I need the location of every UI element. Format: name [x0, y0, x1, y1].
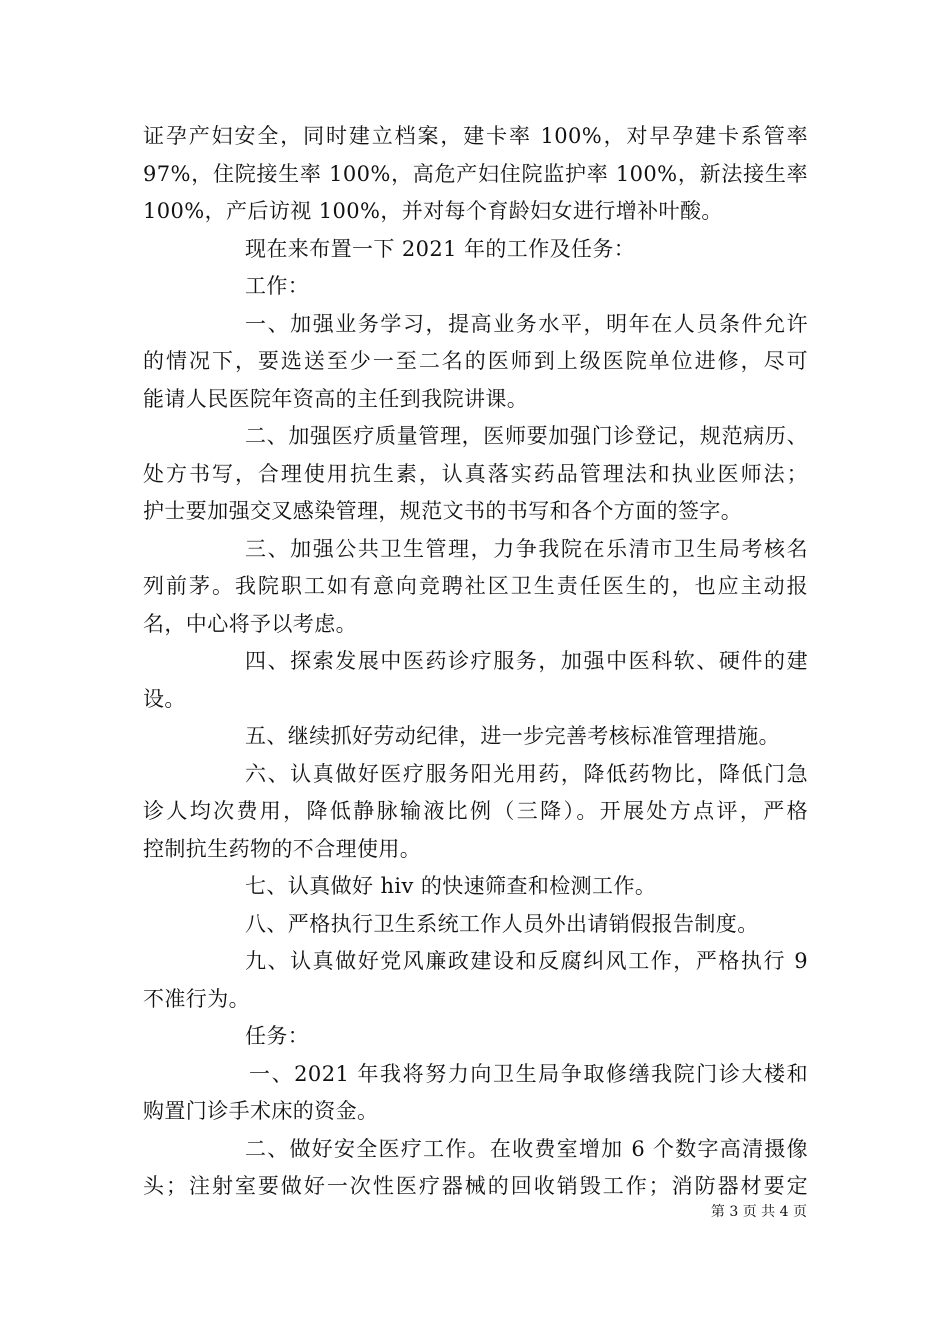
text-line: 六、认真做好医疗服务阳光用药，降低药物比，降低门急 — [245, 761, 808, 786]
text-line: 一、加强业务学习，提高业务水平，明年在人员条件允许 — [245, 311, 808, 336]
text-line: 诊人均次费用，降低静脉输液比例（三降）。开展处方点评，严格 — [143, 799, 808, 823]
text-line: 100%，产后访视 100%，并对每个育龄妇女进行增补叶酸。 — [143, 199, 723, 223]
text-line: 一、2021 年我将努力向卫生局争取修缮我院门诊大楼和 — [249, 1061, 808, 1086]
text-line: 设。 — [143, 686, 186, 711]
text-line: 头；注射室要做好一次性医疗器械的回收销毁工作；消防器材要定 — [143, 1174, 808, 1198]
text-line: 控制抗生药物的不合理使用。 — [143, 836, 422, 861]
text-line: 的情况下，要选送至少一至二名的医师到上级医院单位进修，尽可 — [143, 349, 808, 373]
text-line: 97%，住院接生率 100%，高危产妇住院监护率 100%，新法接生率 — [143, 161, 808, 186]
text-line: 能请人民医院年资高的主任到我院讲课。 — [143, 386, 529, 411]
text-line: 任务： — [245, 1024, 310, 1048]
text-line: 工作： — [245, 274, 310, 298]
text-line: 处方书写，合理使用抗生素，认真落实药品管理法和执业医师法； — [143, 461, 808, 486]
text-line: 二、加强医疗质量管理，医师要加强门诊登记，规范病历、 — [245, 424, 808, 448]
text-line: 四、探索发展中医药诊疗服务，加强中医科软、硬件的建 — [245, 649, 808, 673]
text-line: 九、认真做好党风廉政建设和反腐纠风工作，严格执行 9 — [245, 949, 808, 973]
text-line: 名，中心将予以考虑。 — [143, 611, 357, 636]
text-line: 列前茅。我院职工如有意向竞聘社区卫生责任医生的，也应主动报 — [143, 574, 808, 598]
text-line: 证孕产妇安全，同时建立档案，建卡率 100%，对早孕建卡系管率 — [143, 124, 808, 148]
text-line: 现在来布置一下 2021 年的工作及任务： — [245, 236, 636, 261]
text-line: 七、认真做好 hiv 的快速筛查和检测工作。 — [245, 874, 657, 898]
text-line: 购置门诊手术床的资金。 — [143, 1099, 379, 1123]
text-line: 不准行为。 — [143, 986, 250, 1011]
document-body — [143, 118, 808, 1206]
text-line: 二、做好安全医疗工作。在收费室增加 6 个数字高清摄像 — [245, 1136, 808, 1161]
text-line: 八、严格执行卫生系统工作人员外出请销假报告制度。 — [245, 911, 759, 936]
page-number: 第 3 页 共 4 页 — [710, 1204, 807, 1220]
text-line: 五、继续抓好劳动纪律，进一步完善考核标准管理措施。 — [245, 724, 780, 748]
text-line: 三、加强公共卫生管理，力争我院在乐清市卫生局考核名 — [245, 536, 808, 561]
text-line: 护士要加强交叉感染管理，规范文书的书写和各个方面的签字。 — [143, 499, 743, 523]
